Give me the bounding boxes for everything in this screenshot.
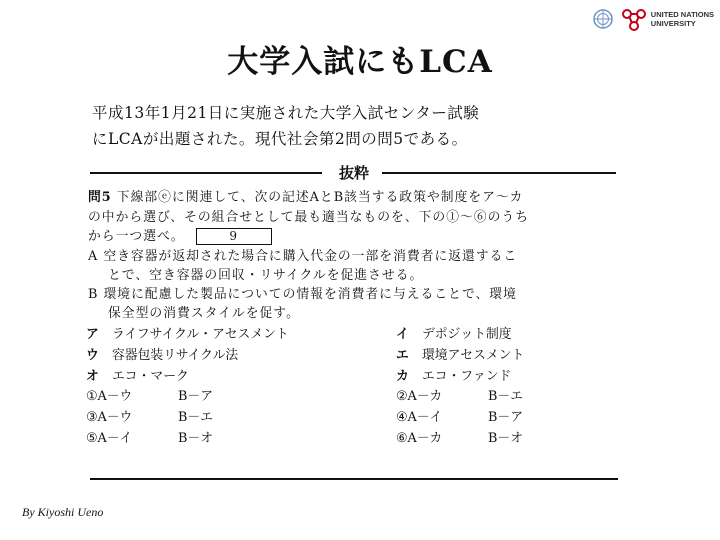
option-text: 環境アセスメント <box>422 347 525 363</box>
question-line-1 <box>88 188 620 208</box>
option-item <box>396 347 616 365</box>
combination-b: B－オ <box>488 430 523 446</box>
option-item <box>396 368 616 386</box>
option-item <box>396 326 616 344</box>
combination-a: ④A－イ <box>396 409 443 425</box>
combination-item <box>396 388 616 406</box>
option-key: イ <box>396 326 409 342</box>
statement-a-line-2: とで、空き容器の回収・リサイクルを促進させる。 <box>108 267 424 283</box>
excerpt-label: 抜粋 <box>338 164 369 182</box>
statement-b <box>86 285 620 323</box>
combination-b: B－ア <box>488 409 523 425</box>
unu-logo-icon <box>621 6 647 32</box>
statement-b-line-1 <box>88 285 620 304</box>
divider-line-right <box>382 172 616 174</box>
combination-a: ⑥A－カ <box>396 430 443 446</box>
combination-b: B－オ <box>178 430 213 446</box>
combination-a: ⑤A－イ <box>86 430 133 446</box>
option-item <box>86 347 396 365</box>
option-item <box>86 326 396 344</box>
intro-line-2: にLCAが出題された。現代社会第2問の問5である。 <box>92 130 468 148</box>
option-text: 容器包装リサイクル法 <box>112 347 239 363</box>
unu-wordmark <box>651 10 714 28</box>
statement-b-line-2: 保全型の消費スタイルを促す。 <box>108 305 300 321</box>
combination-item <box>86 388 396 406</box>
unu-line-1: UNITED NATIONS <box>650 10 714 19</box>
combination-item <box>396 409 616 427</box>
divider-line-left <box>90 172 322 174</box>
author-byline: By Kiyoshi Ueno <box>22 505 104 519</box>
statement-a <box>86 247 620 285</box>
option-text: エコ・ファンド <box>422 368 512 384</box>
combination-item <box>396 430 616 448</box>
question-text-1: 下線部ⓔに関連して、次の記述AとB該当する政策や制度をア～カ <box>116 190 524 205</box>
statement-a-text-1: 空き容器が返却された場合に購入代金の一部を消費者に返還するこ <box>103 248 518 264</box>
combination-item <box>86 409 396 427</box>
combination-a: ②A－カ <box>396 388 443 404</box>
excerpt-divider <box>86 162 620 184</box>
combination-b: B－エ <box>178 409 213 425</box>
combination-a: ③A－ウ <box>86 409 133 425</box>
answer-combinations <box>86 388 620 448</box>
answer-box: 9 <box>196 228 272 245</box>
option-list <box>86 326 620 386</box>
option-key: エ <box>396 347 409 363</box>
bottom-divider <box>90 478 618 480</box>
question-block <box>86 188 620 247</box>
combination-b: B－エ <box>488 388 523 404</box>
intro-line-1: 平成13年1月21日に実施された大学入試センター試験 <box>92 104 480 122</box>
combination-a: ①A－ウ <box>86 388 133 404</box>
intro-text <box>86 100 620 152</box>
combination-item <box>86 430 396 448</box>
option-key: ウ <box>86 347 99 363</box>
statement-b-text-1: 環境に配慮した製品についての情報を消費者に与えることで、環境 <box>103 286 517 302</box>
statement-a-line-1 <box>88 247 620 266</box>
un-emblem-icon <box>591 7 615 31</box>
question-line-3 <box>88 227 620 247</box>
scanned-exam-excerpt <box>86 100 620 480</box>
option-item <box>86 368 396 386</box>
statement-b-key: B <box>88 286 99 302</box>
option-text: デポジット制度 <box>422 326 512 342</box>
combination-b: B－ア <box>178 388 213 404</box>
slide-title: 大学入試にもLCA <box>227 44 493 80</box>
question-line-2: の中から選び、その組合せとして最も適当なものを、下の①～⑥のうち <box>88 209 529 225</box>
question-text-3: から一つ選べ。 <box>88 229 185 244</box>
option-key: カ <box>396 368 409 384</box>
option-key: ア <box>86 326 99 342</box>
option-text: ライフサイクル・アセスメント <box>112 326 289 342</box>
unu-logo <box>621 6 714 32</box>
statement-a-key: A <box>88 248 99 264</box>
option-key: オ <box>86 368 99 384</box>
question-number: 問5 <box>88 190 112 205</box>
unu-line-2: UNIVERSITY <box>650 19 696 28</box>
option-text: エコ・マーク <box>112 368 189 384</box>
header-logos <box>591 6 714 32</box>
